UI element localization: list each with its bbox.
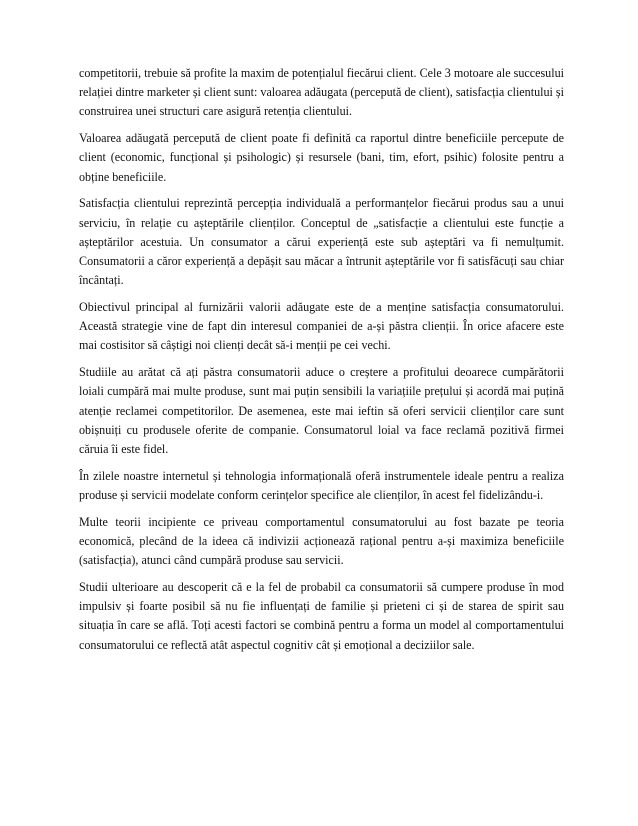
paragraph-1: competitorii, trebuie să profite la maxim de potențialul fiecărui client. Cele 3 motoare ale succesului relației dintre marketer și client sunt: valoarea adăugata (percepută de client), satisfacția clientului și construirea unei structuri care asigură retenția clientului.: [79, 66, 564, 119]
paragraph-8: Studii ulterioare au descoperit că e la fel de probabil ca consumatorii să cumpere produse în mod impulsiv și foarte posibil să nu fie influențați de familie și prieteni ci și de starea de spirit sau situația în care se află. Toți acesti factori se combină pentru a forma un model al comportamentului consumatorului ce reflectă atât aspectul cognitiv cât și emoțional a deciziilor sale.: [79, 580, 564, 652]
paragraph-6: În zilele noastre internetul și tehnologia informațională oferă instrumentele ideale pentru a realiza produse și servicii modelate conform cerințelor specifice ale clienților, în acest fel fidelizându-i.: [79, 468, 564, 503]
paragraph-5: Studiile au arătat că ați păstra consumatorii aduce o creștere a profitului deoarece cumpărătorii loiali cumpără mai multe produse, sunt mai puțin sensibili la variațiile prețului și acordă mai puțină atenție reclamei competitorilor. De asemenea, este mai ieftin să oferi servicii clienților care sunt obișnuiți cu produsele oferite de companie. Consumatorul loial va face reclamă pozitivă firmei căruia îi este fidel.: [79, 365, 564, 457]
paragraph-4: Obiectivul principal al furnizării valorii adăugate este de a menține satisfacția consumatorului. Această strategie vine de fapt din interesul companiei de a-și păstra clienții. În orice afacere este mai costisitor să câștigi noi clienți decât să-i menții pe cei vechi.: [79, 300, 564, 353]
paragraph-7: Multe teorii incipiente ce priveau comportamentul consumatorului au fost bazate pe teoria economică, plecând de la ideea că indivizii acționează rațional pentru a-și maximiza beneficiile (satisfacția), atunci când cumpără produse sau servicii.: [79, 514, 564, 568]
paragraph-2: Valoarea adăugată percepută de client poate fi definită ca raportul dintre beneficiile percepute de client (economic, funcțional și psihologic) și resursele (bani, tim, efort, psihic) folosite pentru a obține beneficiile.: [79, 131, 564, 184]
paragraph-3: Satisfacția clientului reprezintă percepția individuală a performanțelor fiecărui produs sau a unui serviciu, în relație cu așteptările clienților. Conceptul de „satisfacție a clientului este funcție a așteptărilor acestuia. Un consumator a cărui experiență este sub așteptări va fi nemulțumit. Consumatorii a căror experiență a depășit sau măcar a întrunit așteptările vor fi satisfăcuți sau chiar încântați.: [79, 196, 564, 288]
document-page: [79, 64, 564, 662]
